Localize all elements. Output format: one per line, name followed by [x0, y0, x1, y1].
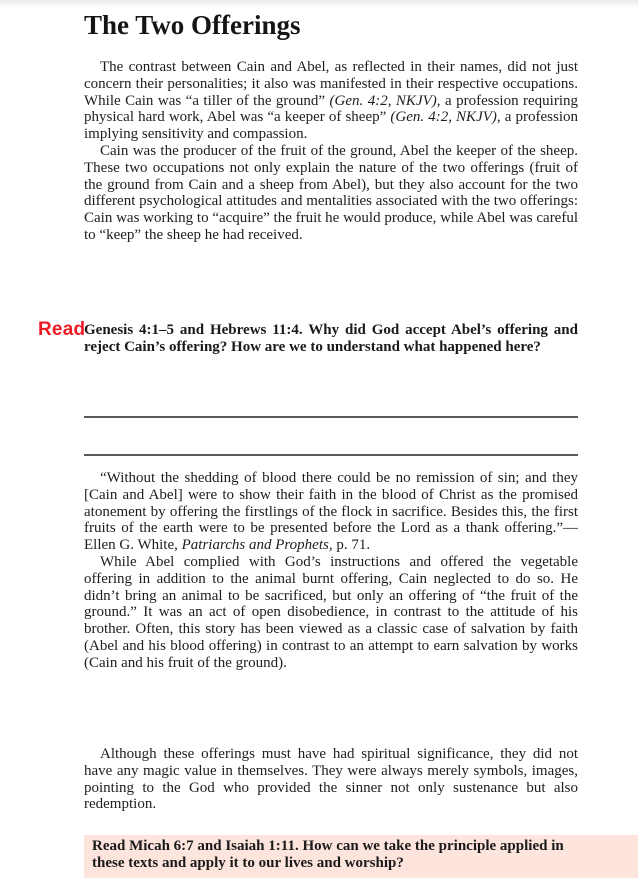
answer-line[interactable] [84, 416, 578, 418]
paragraph-producer-keeper: Cain was the producer of the fruit of the ground, Abel the keeper of the sheep. These two occupations not only explain the nature of the two offerings (fruit of the ground from Cain and a sheep from Abel), but they also account for the two different psychological attitudes and mentalities associated with the two offerings: Cain was working to “acquire” the fruit he would produce, while Abel was careful to “keep” the sheep he had received. [84, 142, 579, 243]
study-question: Genesis 4:1–5 and Hebrews 11:4. Why did God accept Abel’s offering and reject Cain’s offering? How are we to understand what happened here? [84, 322, 578, 355]
quote-paragraph: “Without the shedding of blood there could be no remission of sin; and they [Cain and Abel] were to show their faith in the blood of Christ as the promised atonement by offering the firstlings of the flock in sacrifice. Besides this, the first fruits of the earth were to be presented before the Lord as a thank offering.”—Ellen G. White, Patriarchs and Prophets, p. 71. [84, 470, 578, 554]
page-title: The Two Offerings [84, 10, 301, 40]
paragraph-occupations: The contrast between Cain and Abel, as reflected in their names, did not just concern their personalities; it also was manifested in their respective occupations. While Cain was “a tiller of the ground” (Gen. 4:2, NKJV), a profession requiring physical hard work, Abel was “a keeper of sheep” (Gen. 4:2, NKJV), a profession implying sensitivity and compassion. [84, 59, 579, 143]
symbolism-section [84, 746, 578, 813]
commentary-section [84, 470, 578, 672]
answer-line[interactable] [84, 454, 578, 456]
intro-section [84, 59, 578, 244]
book-title: Patriarchs and Prophets [181, 537, 329, 554]
read-label: Read [38, 319, 86, 340]
viewer-top-edge [0, 0, 638, 8]
citation: (Gen. 4:2, NKJV) [390, 109, 497, 126]
paragraph-obedience: While Abel complied with God’s instructions and offered the vegetable offering in addition to the animal burnt offering, Cain neglected to do so. He didn’t bring an animal to be sacrificed, but only an offering of “the fruit of the ground.” It was an act of open disobedience, in contrast to the attitude of his brother. Often, this story has been viewed as a classic case of salvation by faith (Abel and his blood offering) in contrast to an attempt to earn salvation by works (Cain and his fruit of the ground). [84, 553, 578, 671]
application-question: Read Micah 6:7 and Isaiah 1:11. How can we take the principle applied in these texts and apply it to our lives and worship? [92, 838, 564, 871]
citation: (Gen. 4:2, NKJV) [329, 92, 437, 109]
application-question-box [84, 835, 638, 878]
paragraph-symbolism: Although these offerings must have had spiritual significance, they did not have any magic value in themselves. They were always merely symbols, images, pointing to the God who provided the sinner not only sustenance but also redemption. [84, 746, 578, 813]
